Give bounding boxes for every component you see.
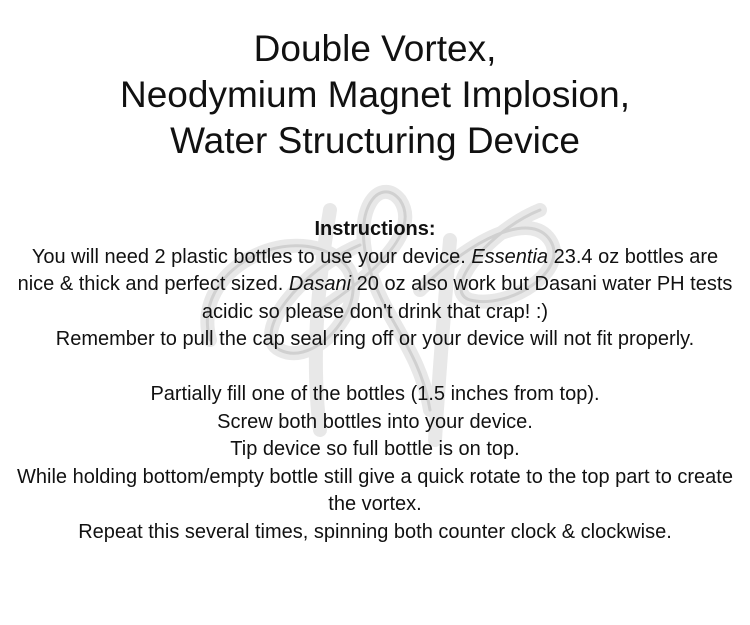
step-3: Tip device so full bottle is on top. (230, 438, 520, 460)
title-line-2: Neodymium Magnet Implosion, (120, 74, 630, 115)
step-5: Repeat this several times, spinning both counter clock & clockwise. (78, 520, 672, 543)
instructions-paragraph (14, 244, 736, 327)
instructions-text-a: You will need 2 plastic bottles to use your device. (31, 245, 472, 268)
instructions-text-b: 23.4 oz bottles are nice & thick and perfect sized. (17, 245, 719, 295)
instructions-heading: Instructions: (314, 218, 436, 240)
instructions-reminder: Remember to pull the cap seal ring off or your device will not fit properly. (55, 328, 695, 350)
brand-dasani: Dasani (288, 273, 352, 295)
instructions-text-c: 20 oz also work but Dasani water PH tests acidic so please don't drink that crap! :) (201, 273, 733, 323)
step-1: Partially fill one of the bottles (1.5 inches from top). (150, 383, 600, 405)
step-2: Screw both bottles into your device. (217, 410, 533, 433)
title-line-3: Water Structuring Device (170, 120, 580, 161)
instructions-section (0, 216, 750, 546)
paragraph-gap (14, 354, 736, 382)
step-4: While holding bottom/empty bottle still give a quick rotate to the top part to create the vortex. (17, 465, 733, 515)
page-title (0, 0, 750, 164)
title-line-1: Double Vortex, (253, 28, 497, 69)
brand-essentia: Essentia (471, 245, 549, 268)
